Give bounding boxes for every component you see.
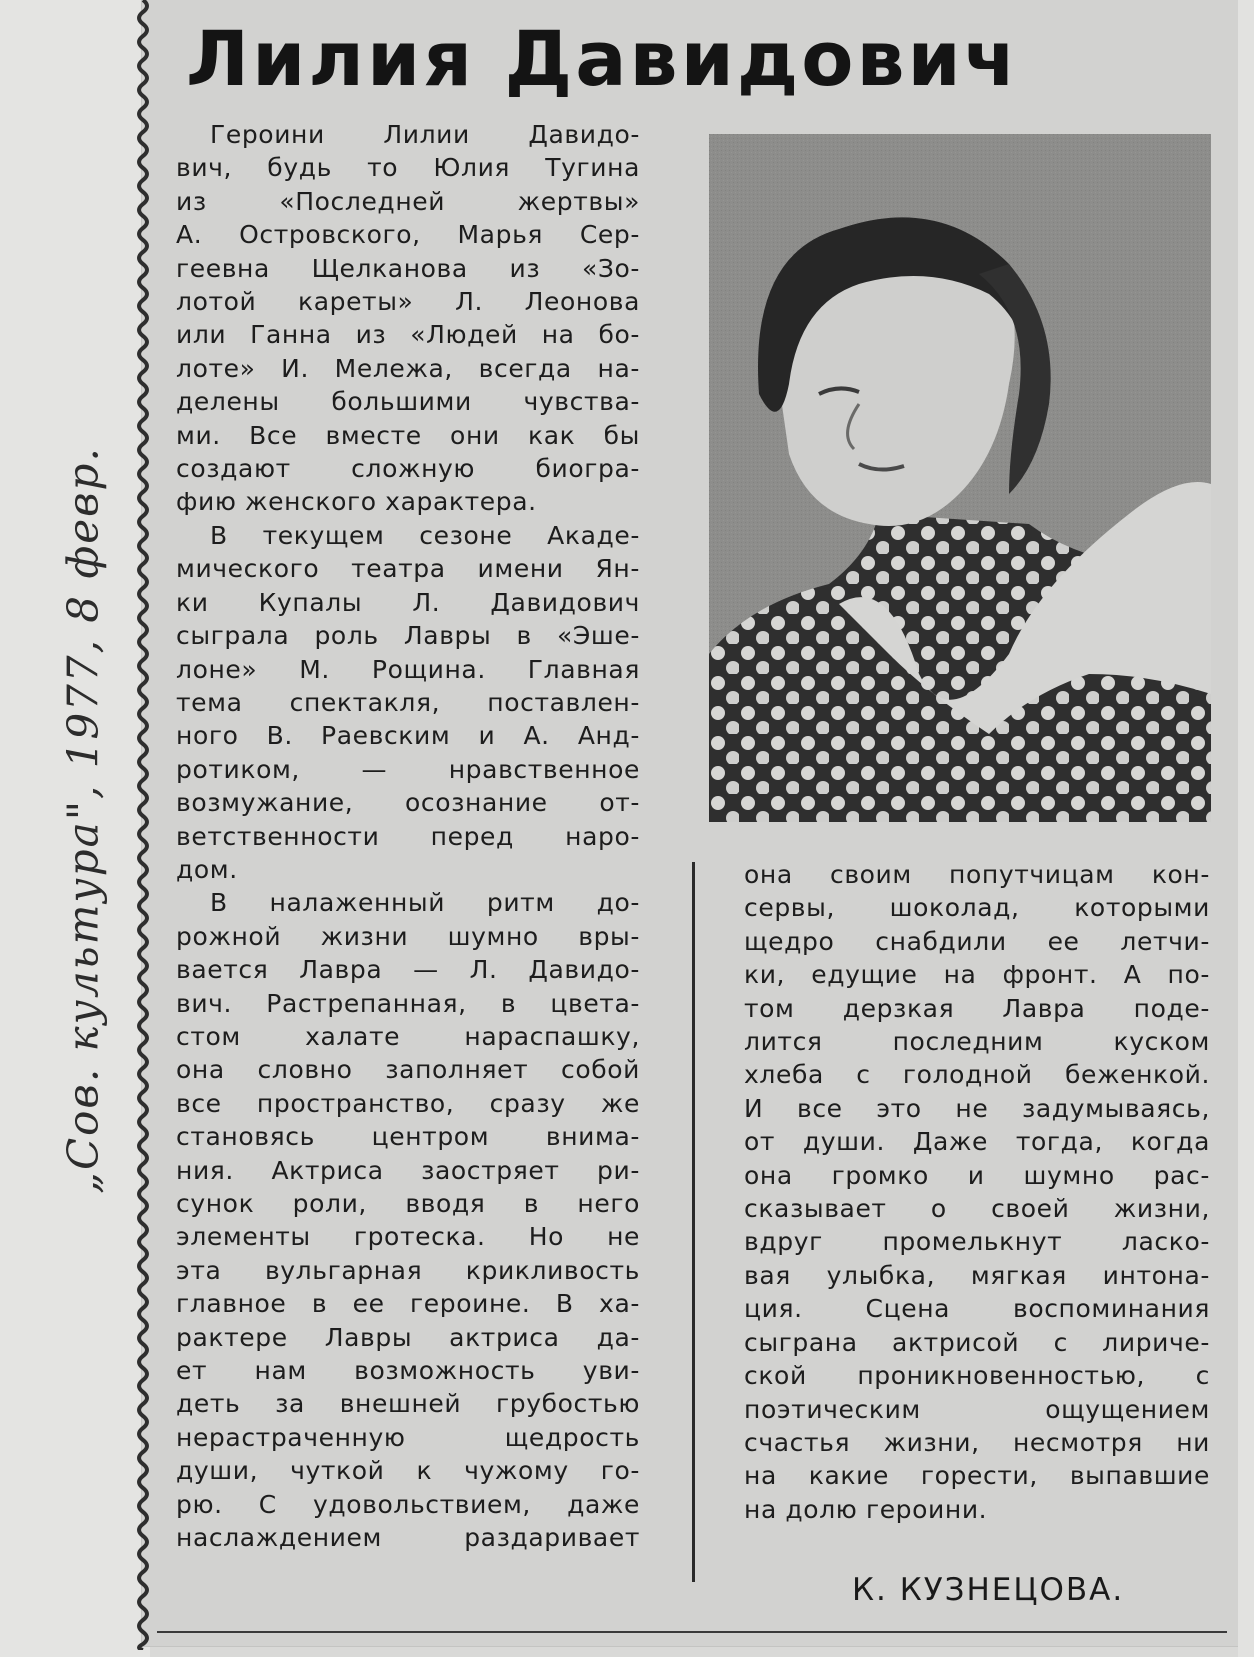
text-line: дом. xyxy=(176,854,238,884)
text-line: поэтическим ощущением xyxy=(744,1394,1210,1424)
text-line: ного В. Раевским и А. Анд- xyxy=(176,721,640,751)
text-line: становясь центром внима- xyxy=(176,1122,640,1152)
text-line: на какие горести, выпавшие xyxy=(744,1461,1210,1491)
text-line: А. Островского, Марья Сер- xyxy=(176,220,640,250)
text-line: И все это не задумываясь, xyxy=(744,1093,1210,1123)
text-line: лится последним куском xyxy=(744,1027,1210,1057)
text-line: души, чуткой к чужому го- xyxy=(176,1456,640,1486)
text-line: ветственности перед наро- xyxy=(176,821,640,851)
text-line: вич. Растрепанная, в цвета- xyxy=(176,988,640,1018)
text-line: возмужание, осознание от- xyxy=(176,788,640,818)
paper-edge-right xyxy=(1238,0,1254,1657)
text-line: геевна Щелканова из «Зо- xyxy=(176,253,640,283)
text-line: стом халате нараспашку, xyxy=(176,1021,640,1051)
text-line: ет нам возможность уви- xyxy=(176,1356,640,1386)
text-line: вдруг промелькнут ласко- xyxy=(744,1227,1210,1257)
text-line: ки Купалы Л. Давидович xyxy=(176,587,640,617)
text-line: мического театра имени Ян- xyxy=(176,554,640,584)
text-line: делены большими чувства- xyxy=(176,387,640,417)
column-divider xyxy=(692,862,695,1582)
text-line: тема спектакля, поставлен- xyxy=(176,687,640,717)
text-line: сказывает о своей жизни, xyxy=(744,1194,1210,1224)
text-line: главное в ее героине. В ха- xyxy=(176,1289,640,1319)
article-column-right xyxy=(744,858,1210,1526)
portrait-photo xyxy=(709,134,1211,822)
text-line: ской проникновенностью, с xyxy=(744,1361,1210,1391)
text-line: В текущем сезоне Акаде- xyxy=(210,520,640,550)
text-line: том дерзкая Лавра поде- xyxy=(744,993,1210,1023)
text-line: на долю героини. xyxy=(744,1494,988,1524)
handwritten-note xyxy=(38,125,128,1515)
text-line: сунок роли, вводя в него xyxy=(176,1189,640,1218)
text-line: лотой кареты» Л. Леонова xyxy=(176,287,640,317)
text-line: фию женского характера. xyxy=(176,487,537,517)
bottom-rule xyxy=(157,1631,1227,1633)
text-line: щедро снабдили ее летчи- xyxy=(744,926,1210,956)
text-line: эта вульгарная крикливость xyxy=(176,1255,640,1285)
text-line: Героини Лилии Давидо- xyxy=(210,120,640,149)
text-line: сыграна актрисой с лириче- xyxy=(744,1327,1210,1357)
text-line: она громко и шумно рас- xyxy=(744,1160,1210,1190)
text-line: лоте» И. Мележа, всегда на- xyxy=(176,353,640,383)
text-line: или Ганна из «Людей на бо- xyxy=(176,320,640,350)
text-line: рожной жизни шумно вры- xyxy=(176,921,640,951)
text-line: сыграла роль Лавры в «Эше- xyxy=(176,621,640,651)
text-line: ми. Все вместе они как бы xyxy=(176,420,640,450)
text-line: она своим попутчицам кон- xyxy=(744,860,1210,889)
text-line: рю. С удовольствием, даже xyxy=(176,1489,640,1519)
text-line: ротиком, — нравственное xyxy=(176,754,640,784)
text-line: деть за внешней грубостью xyxy=(176,1389,640,1419)
handwritten-note-text: „Сов. культура", 1977, 8 февр. xyxy=(58,446,108,1194)
text-line: наслаждением раздаривает xyxy=(176,1523,640,1553)
text-line: счастья жизни, несмотря ни xyxy=(744,1427,1210,1457)
text-line: от души. Даже тогда, когда xyxy=(744,1127,1210,1157)
text-line: нерастраченную щедрость xyxy=(176,1422,640,1452)
text-line: лоне» М. Рощина. Главная xyxy=(176,654,640,684)
text-line: ния. Актриса заостряет ри- xyxy=(176,1155,640,1185)
text-line: сервы, шоколад, которыми xyxy=(744,893,1210,923)
text-line: ки, едущие на фронт. А по- xyxy=(744,960,1210,990)
text-line: все пространство, сразу же xyxy=(176,1088,640,1118)
article-title: Лилия Давидович xyxy=(186,14,1019,103)
text-line: вается Лавра — Л. Давидо- xyxy=(176,955,640,985)
torn-edge xyxy=(132,0,154,1650)
text-line: из «Последней жертвы» xyxy=(176,186,640,216)
text-line: элементы гротеска. Но не xyxy=(176,1222,640,1252)
author-signature: К. КУЗНЕЦОВА. xyxy=(852,1572,1125,1608)
article-column-left xyxy=(176,118,640,1554)
text-line: вич, будь то Юлия Тугина xyxy=(176,153,640,183)
text-line: рактере Лавры актриса да- xyxy=(176,1322,640,1352)
text-line: В налаженный ритм до- xyxy=(210,888,640,918)
text-line: хлеба с голодной беженкой. xyxy=(744,1060,1210,1090)
text-line: ция. Сцена воспоминания xyxy=(744,1294,1210,1324)
text-line: она словно заполняет собой xyxy=(176,1055,640,1085)
portrait-photo-icon xyxy=(709,134,1211,822)
text-line: создают сложную биогра- xyxy=(176,454,640,484)
text-line: вая улыбка, мягкая интона- xyxy=(744,1260,1210,1290)
